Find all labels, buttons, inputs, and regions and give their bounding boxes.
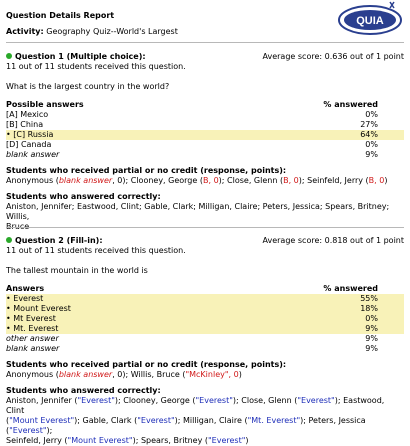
activity-value: Geography Quiz--World's Largest [46,27,178,36]
answer-pct: 9% [365,344,378,353]
answer-label: • Mt. Everest [6,324,184,334]
table-row [6,140,404,150]
student-response: "Mount Everest" [67,436,133,445]
answer-label: [A] Mexico [6,110,49,119]
q2-correct-line-1: Aniston, Jennifer ("Everest"); Clooney, George ("Everest"); Close, Glenn ("Everest"); Eastwood, Clint [6,396,385,415]
student-name: Spears, Britney [140,436,203,445]
question-2 [6,236,404,446]
answer-pct: 0% [365,110,378,119]
q2-col-pct: % answered [323,284,378,293]
q2-col-answers: Answers [6,284,45,293]
correct-answer-row [6,130,404,140]
q1-correct-line-1: Aniston, Jennifer; Eastwood, Clint; Gable, Clark; Milligan, Claire; Peters, Jessica; Spears, Britney; Willis, [6,202,390,221]
activity-line [6,27,178,37]
student-points: 0 [117,370,123,379]
answer-pct: 18% [184,304,404,314]
student-response: "Everest" [195,396,233,405]
student-name: Peters, Jessica [308,416,366,425]
q1-received: 11 out of 11 students received this question. [6,62,186,71]
divider [6,42,404,43]
student-response: "Everest" [9,426,47,435]
student-points: 0 [213,176,219,185]
student-response: "Everest" [297,396,335,405]
q1-label: Question 1 (Multiple choice): [15,52,146,61]
answer-pct: 9% [365,150,378,159]
answer-label: [B] China [6,120,44,129]
q2-answers-table [6,284,404,354]
answer-label: blank answer [6,344,60,353]
q1-partial-list: Anonymous (blank answer, 0); Clooney, George (B, 0); Close, Glenn (B, 0); Seinfeld, Jerry (B, 0) [6,176,388,185]
student-name: Anonymous [6,370,54,379]
student-name: Clooney, George [123,396,190,405]
correct-answer-row [6,294,404,304]
student-response: "Everest" [208,436,246,445]
table-row [6,110,404,120]
student-response: "Everest" [77,396,115,405]
q1-col-answers: Possible answers [6,100,84,109]
q2-average: Average score: 0.818 out of 1 point [262,236,404,245]
table-row [6,150,404,160]
q2-partial-title: Students who received partial or no credit (response, points): [6,360,287,369]
answer-label: • Mt Everest [6,314,184,324]
student-points: 0 [379,176,385,185]
student-points: 0 [233,370,239,379]
answer-label: • Mount Everest [6,304,184,314]
question-1 [6,52,404,232]
table-row [6,120,404,130]
student-response: blank answer [58,370,113,379]
student-response: "Everest" [137,416,175,425]
student-response: B [202,176,209,185]
q2-received: 11 out of 11 students received this question. [6,246,186,255]
answer-pct: 9% [365,334,378,343]
student-name: Close, Glenn [241,396,292,405]
student-name: Eastwood, Clint [6,396,385,415]
answer-label: • Everest [6,294,184,304]
table-row [6,344,404,354]
answer-label: • [C] Russia [6,130,201,140]
correct-status-icon [6,53,12,59]
answer-pct: 0% [184,314,404,324]
student-response: B [283,176,289,185]
q2-correct-title: Students who answered correctly: [6,386,161,395]
correct-answer-row [6,324,404,334]
answer-label: blank answer [6,150,60,159]
activity-label: Activity: [6,27,44,36]
answer-label: [D] Canada [6,140,52,149]
student-name: Close, Glenn [227,176,278,185]
quia-logo-text: QUIA [356,15,384,27]
answer-pct: 0% [365,140,378,149]
student-response: blank answer [58,176,113,185]
q1-average: Average score: 0.636 out of 1 point [262,52,404,61]
student-response: "McKinley" [185,370,229,379]
student-name: Willis, Bruce [130,370,180,379]
correct-answer-row [6,304,404,314]
student-name: Aniston, Jennifer [6,396,72,405]
student-name: Clooney, George [130,176,198,185]
q1-partial-title: Students who received partial or no credit (response, points): [6,166,287,175]
answer-label: other answer [6,334,59,343]
student-response: "Mt. Everest" [247,416,301,425]
student-response: "Mount Everest" [9,416,75,425]
student-name: Seinfeld, Jerry [307,176,363,185]
student-points: 0 [293,176,299,185]
table-row [6,334,404,344]
q2-prompt: The tallest mountain in the world is [6,266,148,275]
answer-pct: 64% [201,130,404,140]
q1-answers-table [6,100,404,160]
correct-status-icon [6,237,12,243]
student-response: B [368,176,375,185]
answer-pct: 55% [184,294,404,304]
q2-heading [6,236,103,246]
q1-prompt: What is the largest country in the world? [6,82,170,91]
quia-logo [332,0,404,38]
divider [6,227,404,228]
report-title: Question Details Report [6,11,115,20]
q1-heading [6,52,146,62]
student-name: Milligan, Claire [183,416,242,425]
student-points: 0 [117,176,123,185]
correct-answer-row [6,314,404,324]
q2-label: Question 2 (Fill-in): [15,236,103,245]
student-name: Seinfeld, Jerry [6,436,62,445]
q2-partial-list: Anonymous (blank answer, 0); Willis, Bruce ("McKinley", 0) [6,370,242,379]
q2-correct-line-3: Seinfeld, Jerry ("Mount Everest"); Spears, Britney ("Everest") [6,436,249,445]
answer-pct: 9% [184,324,404,334]
q1-col-pct: % answered [323,100,378,109]
answer-pct: 27% [360,120,378,129]
student-name: Gable, Clark [82,416,132,425]
q1-correct-title: Students who answered correctly: [6,192,161,201]
q2-correct-line-2: ("Mount Everest"); Gable, Clark ("Everest"); Milligan, Claire ("Mt. Everest"); Peters, Jessica ("Everest"); [6,416,366,435]
student-name: Anonymous [6,176,54,185]
